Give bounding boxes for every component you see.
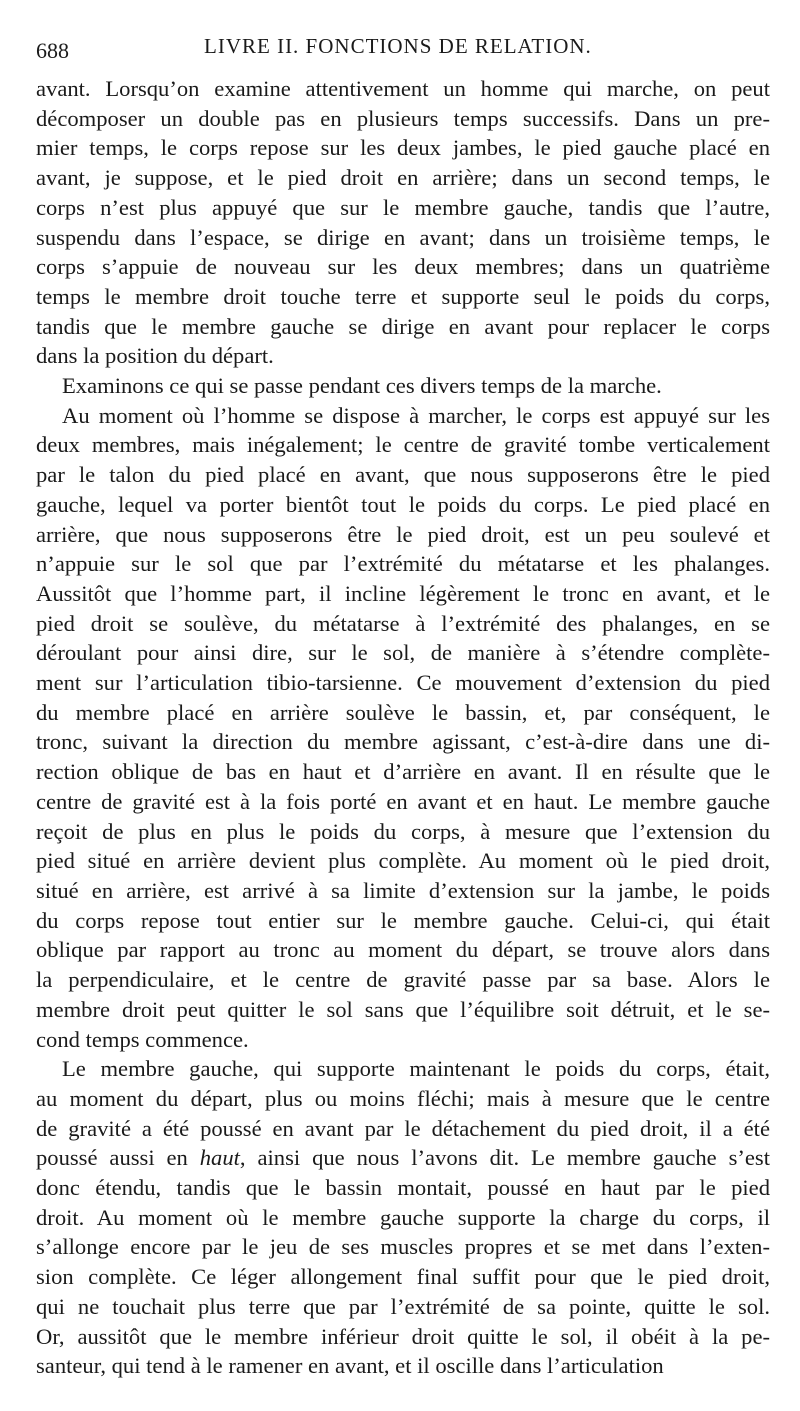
text-line: rection oblique de bas en haut et d’arrière en avant. Il en résulte que le bbox=[36, 759, 770, 785]
text-line: de gravité a été poussé en avant par le détachement du pied droit, il a été bbox=[36, 1115, 770, 1141]
text-line: pied droit se soulève, du métatarse à l’extrémité des phalanges, en se bbox=[36, 610, 770, 636]
text-line: gauche, lequel va porter bientôt tout le poids du corps. Le pied placé en bbox=[36, 491, 770, 517]
text-line: arrière, que nous supposerons être le pied droit, est un peu soulevé et bbox=[36, 521, 770, 547]
text-line: situé en arrière, est arrivé à sa limite d’extension sur la jambe, le poids bbox=[36, 877, 770, 903]
text-line: oblique par rapport au tronc au moment du départ, se trouve alors dans bbox=[36, 937, 770, 963]
text-line: cond temps commence. bbox=[36, 1026, 249, 1052]
paragraph bbox=[36, 371, 770, 401]
text-line: donc étendu, tandis que le bassin montait, poussé en haut par le pied bbox=[36, 1175, 770, 1201]
text-line: Aussitôt que l’homme part, il incline légèrement le tronc en avant, et le bbox=[36, 580, 770, 606]
text-line: sion complète. Ce léger allongement final suffit pour que le pied droit, bbox=[36, 1264, 770, 1290]
text-line: mier temps, le corps repose sur les deux jambes, le pied gauche placé en bbox=[36, 135, 770, 161]
text-line: s’allonge encore par le jeu de ses muscles propres et se met dans l’exten- bbox=[36, 1234, 770, 1260]
text-line: par le talon du pied placé en avant, que nous supposerons être le pied bbox=[36, 462, 770, 488]
text-line: la perpendiculaire, et le centre de gravité passe par sa base. Alors le bbox=[36, 967, 770, 993]
page-number: 688 bbox=[36, 38, 69, 63]
paragraph bbox=[36, 401, 770, 1054]
text-line: tandis que le membre gauche se dirige en avant pour replacer le corps bbox=[36, 313, 770, 339]
text-line: corps n’est plus appuyé que sur le membre gauche, tandis que l’autre, bbox=[36, 194, 770, 220]
page-header bbox=[36, 34, 770, 74]
running-head: LIVRE II. FONCTIONS DE RELATION. bbox=[204, 34, 592, 58]
text-line: Examinons ce qui se passe pendant ces divers temps de la marche. bbox=[62, 373, 662, 399]
text-line: pied situé en arrière devient plus complète. Au moment où le pied droit, bbox=[36, 848, 770, 874]
body-text bbox=[36, 74, 770, 1381]
text-line: centre de gravité est à la fois porté en avant et en haut. Le membre gauche bbox=[36, 788, 770, 814]
text-line: du corps repose tout entier sur le membre gauche. Celui-ci, qui était bbox=[36, 907, 770, 933]
paragraph bbox=[36, 1054, 770, 1381]
text-line: Au moment où l’homme se dispose à marcher, le corps est appuyé sur les bbox=[62, 402, 770, 428]
text-line: Le membre gauche, qui supporte maintenant le poids du corps, était, bbox=[62, 1056, 770, 1082]
text-line: tronc, suivant la direction du membre agissant, c’est-à-dire dans une di- bbox=[36, 729, 770, 755]
text-line: ment sur l’articulation tibio-tarsienne. Ce mouvement d’extension du pied bbox=[36, 670, 770, 696]
text-line: membre droit peut quitter le sol sans que l’équilibre soit détruit, et le se- bbox=[36, 996, 770, 1022]
text-line: reçoit de plus en plus le poids du corps, à mesure que l’extension du bbox=[36, 818, 770, 844]
text-line: n’appuie sur le sol que par l’extrémité du métatarse et les phalanges. bbox=[36, 551, 770, 577]
text-line: corps s’appuie de nouveau sur les deux membres; dans un quatrième bbox=[36, 254, 770, 280]
text-line: droit. Au moment où le membre gauche supporte la charge du corps, il bbox=[36, 1204, 770, 1230]
text-line: décomposer un double pas en plusieurs temps successifs. Dans un pre- bbox=[36, 105, 770, 131]
text-line: dans la position du départ. bbox=[36, 343, 274, 369]
text-line: santeur, qui tend à le ramener en avant, et il oscille dans l’articulation bbox=[36, 1353, 664, 1379]
text-line: au moment du départ, plus ou moins fléchi; mais à mesure que le centre bbox=[36, 1085, 770, 1111]
text-line: avant. Lorsqu’on examine attentivement un homme qui marche, on peut bbox=[36, 76, 770, 101]
text-line: qui ne touchait plus terre que par l’extrémité de sa pointe, quitte le sol. bbox=[36, 1293, 770, 1319]
text-line: Or, aussitôt que le membre inférieur droit quitte le sol, il obéit à la pe- bbox=[36, 1323, 770, 1349]
paragraph bbox=[36, 74, 770, 371]
text-line: poussé aussi en haut, ainsi que nous l’avons dit. Le membre gauche s’est bbox=[36, 1145, 770, 1171]
text-line: déroulant pour ainsi dire, sur le sol, de manière à s’étendre complète- bbox=[36, 640, 770, 666]
text-line: avant, je suppose, et le pied droit en arrière; dans un second temps, le bbox=[36, 165, 770, 191]
text-line: deux membres, mais inégalement; le centre de gravité tombe verticalement bbox=[36, 432, 770, 458]
text-line: du membre placé en arrière soulève le bassin, et, par conséquent, le bbox=[36, 699, 770, 725]
text-line: suspendu dans l’espace, se dirige en avant; dans un troisième temps, le bbox=[36, 224, 770, 250]
text-line: temps le membre droit touche terre et supporte seul le poids du corps, bbox=[36, 283, 770, 309]
